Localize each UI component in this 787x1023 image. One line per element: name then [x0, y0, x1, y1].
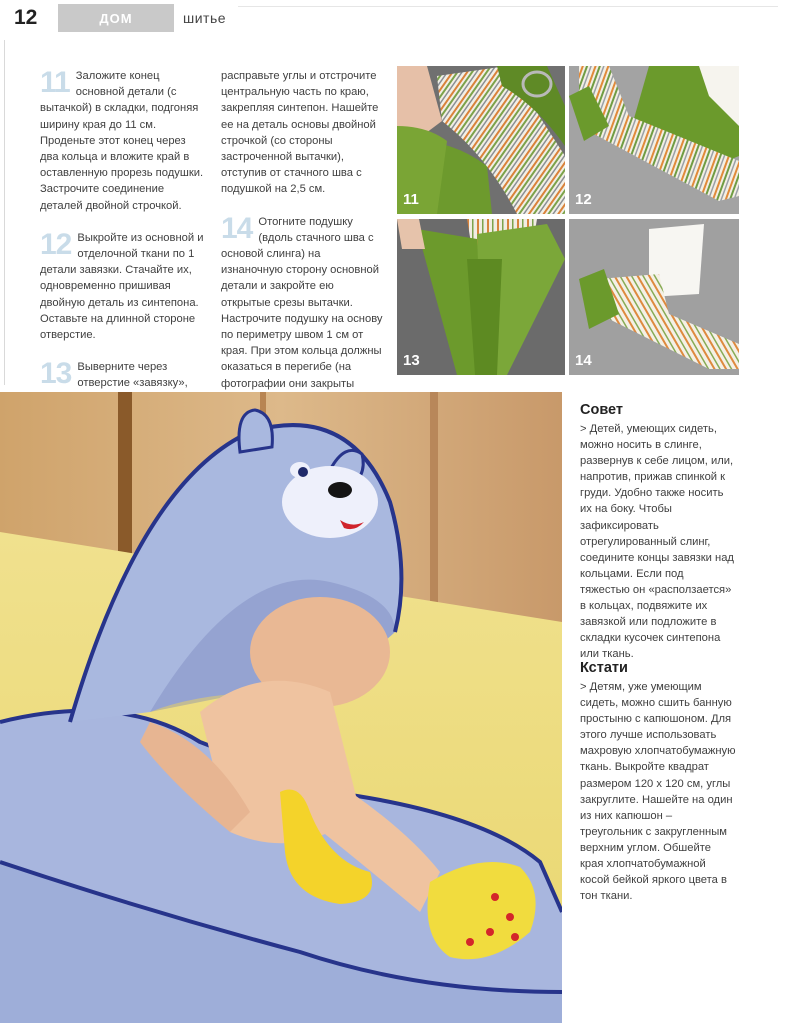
- photo-number: 12: [575, 191, 592, 208]
- main-photo-baby-hooded-towel: [0, 392, 562, 1023]
- photo-number: 13: [403, 352, 420, 369]
- step-number: 11: [40, 66, 70, 99]
- aside-text: > Детям, уже умеющим сидеть, можно сшить банную простыню с капюшоном. Для этого лучше использовать махровую хлопчатобумажную ткань. Выкройте квадрат размером 120 х 120 см, углы закруглите. Нашейте на один из них капюшон – треугольник с закругленным верхним углом. Обшейте края хлопчатобумажной косой бейкой яркого цвета в тон ткани.: [580, 681, 736, 903]
- step-photo-13: [397, 219, 565, 375]
- section-title: шитье: [183, 10, 227, 26]
- sidebar-tip: [580, 402, 736, 662]
- instructions-column-1: [40, 68, 205, 408]
- step-11: [40, 68, 205, 214]
- tip-heading: Совет: [580, 402, 624, 418]
- step-text: Заложите конец основной детали (с вытачкой) в складки, подгоняя ширину края до 11 см. Проденьте этот конец через два кольца и вложите край в оставленную прорезь подушки. Застрочите соединение деталей двойной строчкой.: [40, 70, 204, 212]
- step-13: [40, 359, 205, 391]
- step-text: Выкройте из основной и отделочной ткани по 1 детали завязки. Стачайте их, одновременно пришивая двойную деталь из синтепона. Оставьте на длинной стороне отверстие.: [40, 231, 204, 342]
- header-rule: [238, 6, 778, 7]
- aside-heading: Кстати: [580, 660, 628, 676]
- step-12: [40, 227, 205, 343]
- step-text: Выверните через отверстие «завязку»,: [77, 361, 188, 390]
- step-13-continued: расправьте углы и отстрочите центральную часть по краю, закрепляя синтепон. Нашейте ее на деталь основы двойной строчкой (со стороны застроченной вытачки), отступив от стачного шва с подушкой на 2,5 см.: [221, 70, 379, 196]
- tip-text: > Детей, умеющих сидеть, можно носить в слинге, развернув к себе лицом, или, напротив, прижав спинкой к груди. Удобно также носить их на боку. Чтобы зафиксировать отрегулированный слинг, соедините концы завязки над кольцами. Если под тяжестью он «расползается» в кольцах, подвяжите их завязкой или подложите в складки кусочек синтепона или ткань.: [580, 423, 734, 661]
- step-photo-12: [569, 66, 739, 214]
- step-text: Отогните подушку (вдоль стачного шва с основой слинга) на изнаночную сторону основной детали и закройте ею открытые срезы вытачки. Настрочите подушку на основу по периметру швом 1 см от края. При этом кольца должны оказаться в перегибе (на фотографии они закрыты: [221, 215, 383, 390]
- page-number: 12: [14, 6, 38, 29]
- step-14: [221, 211, 383, 408]
- photo-number: 14: [575, 352, 592, 369]
- margin-rule: [4, 40, 5, 385]
- sidebar-by-the-way: [580, 660, 736, 904]
- instructions-column-2: [221, 68, 383, 424]
- step-number: 13: [40, 357, 72, 391]
- photo-number: 11: [403, 191, 419, 208]
- section-tab-home: ДОМ: [58, 4, 174, 32]
- step-photo-14: [569, 219, 739, 375]
- step-photo-11: [397, 66, 565, 214]
- step-number: 12: [40, 227, 72, 261]
- step-number: 14: [221, 211, 253, 245]
